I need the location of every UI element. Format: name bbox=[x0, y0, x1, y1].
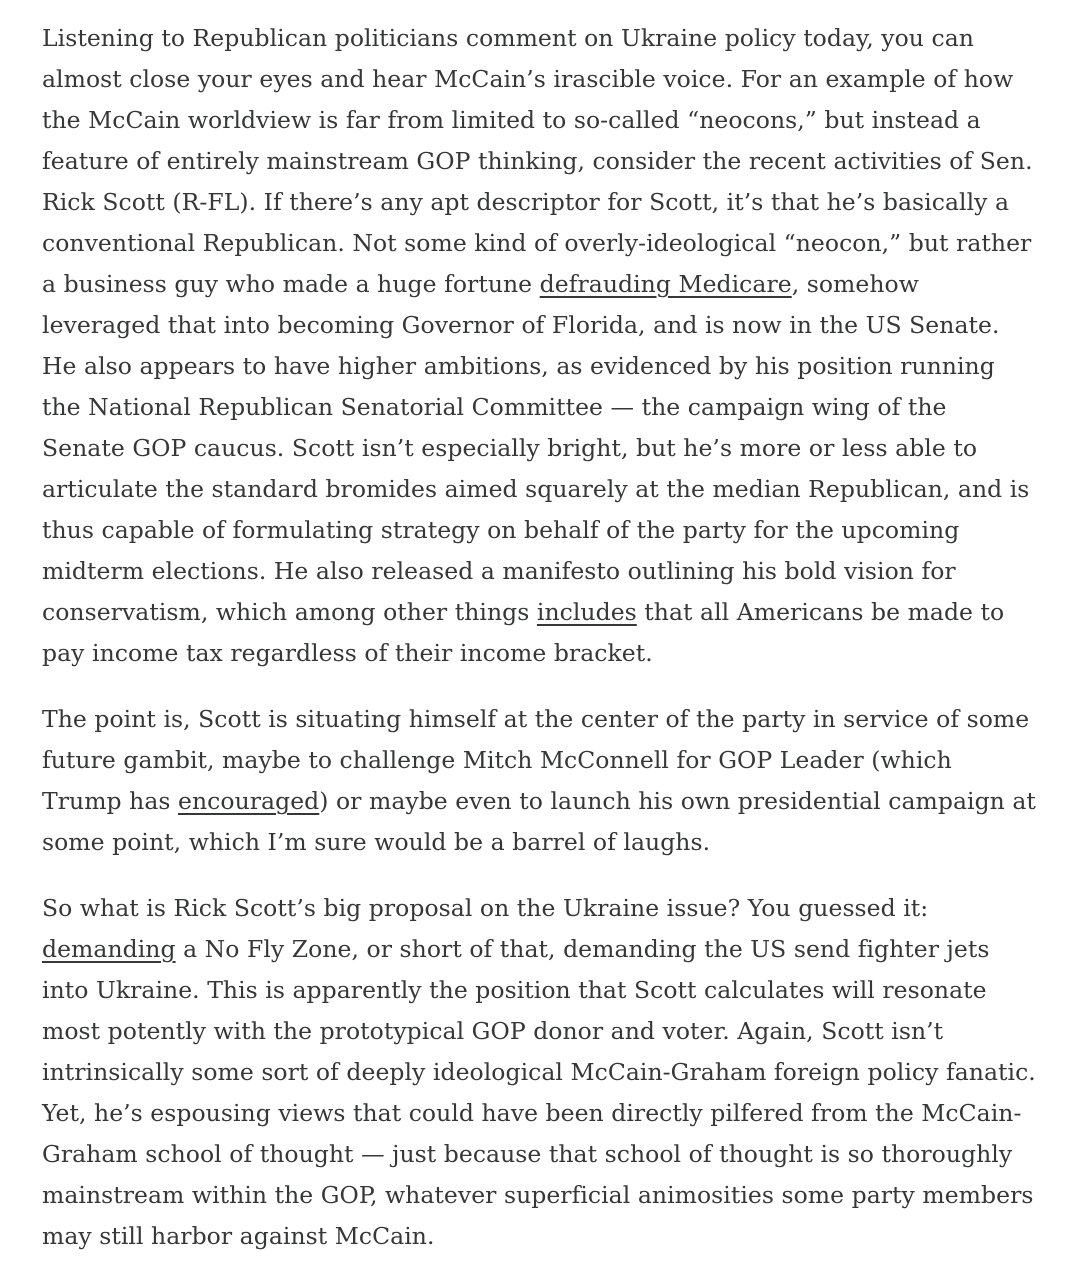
paragraph-3-text-a: So what is Rick Scott’s big proposal on the Ukraine issue? You guessed it: bbox=[42, 894, 929, 922]
encouraged-link[interactable]: encouraged bbox=[178, 787, 320, 815]
demanding-link[interactable]: demanding bbox=[42, 935, 176, 963]
paragraph-3 bbox=[42, 888, 1036, 1257]
paragraph-1-text-c: that all Americans be made to pay income tax regardless of their income bracket. bbox=[42, 598, 1005, 667]
paragraph-1 bbox=[42, 18, 1036, 674]
article-body bbox=[42, 18, 1036, 1282]
paragraph-1-text-a: Listening to Republican politicians comment on Ukraine policy today, you can almost close your eyes and hear McCain’s irascible voice. For an example of how the McCain worldview is far from limited to so-called “neocons,” but instead a feature of entirely mainstream GOP thinking, consider the recent activities of Sen. Rick Scott (R-FL). If there’s any apt descriptor for Scott, it’s that he’s basically a conventional Republican. Not some kind of overly-ideological “neocon,” but rather a business guy who made a huge fortune bbox=[42, 24, 1033, 298]
paragraph-2-text-b: ) or maybe even to launch his own presidential campaign at some point, which I’m sure would be a barrel of laughs. bbox=[42, 787, 1036, 856]
includes-link[interactable]: includes bbox=[536, 598, 637, 626]
paragraph-3-text-b: a No Fly Zone, or short of that, demanding the US send fighter jets into Ukraine. This is apparently the position that Scott calculates will resonate most potently with the prototypical GOP donor and voter. Again, Scott isn’t intrinsically some sort of deeply ideological McCain-Graham foreign policy fanatic. Yet, he’s espousing views that could have been directly pilfered from the McCain-Graham school of thought — just because that school of thought is so thoroughly mainstream within the GOP, whatever superficial animosities some party members may still harbor against McCain. bbox=[42, 935, 1036, 1250]
paragraph-2-text-a: The point is, Scott is situating himself at the center of the party in service of some future gambit, maybe to challenge Mitch McConnell for GOP Leader (which Trump has bbox=[42, 705, 1030, 815]
defrauding-medicare-link[interactable]: defrauding Medicare bbox=[539, 270, 792, 298]
paragraph-1-text-b: , somehow leveraged that into becoming Governor of Florida, and is now in the US Senate. He also appears to have higher ambitions, as evidenced by his position running the National Republican Senatorial Committee — the campaign wing of the Senate GOP caucus. Scott isn’t especially bright, but he’s more or less able to articulate the standard bromides aimed squarely at the median Republican, and is thus capable of formulating strategy on behalf of the party for the upcoming midterm elections. He also released a manifesto outlining his bold vision for conservatism, which among other things bbox=[42, 270, 1030, 626]
paragraph-2 bbox=[42, 699, 1036, 863]
